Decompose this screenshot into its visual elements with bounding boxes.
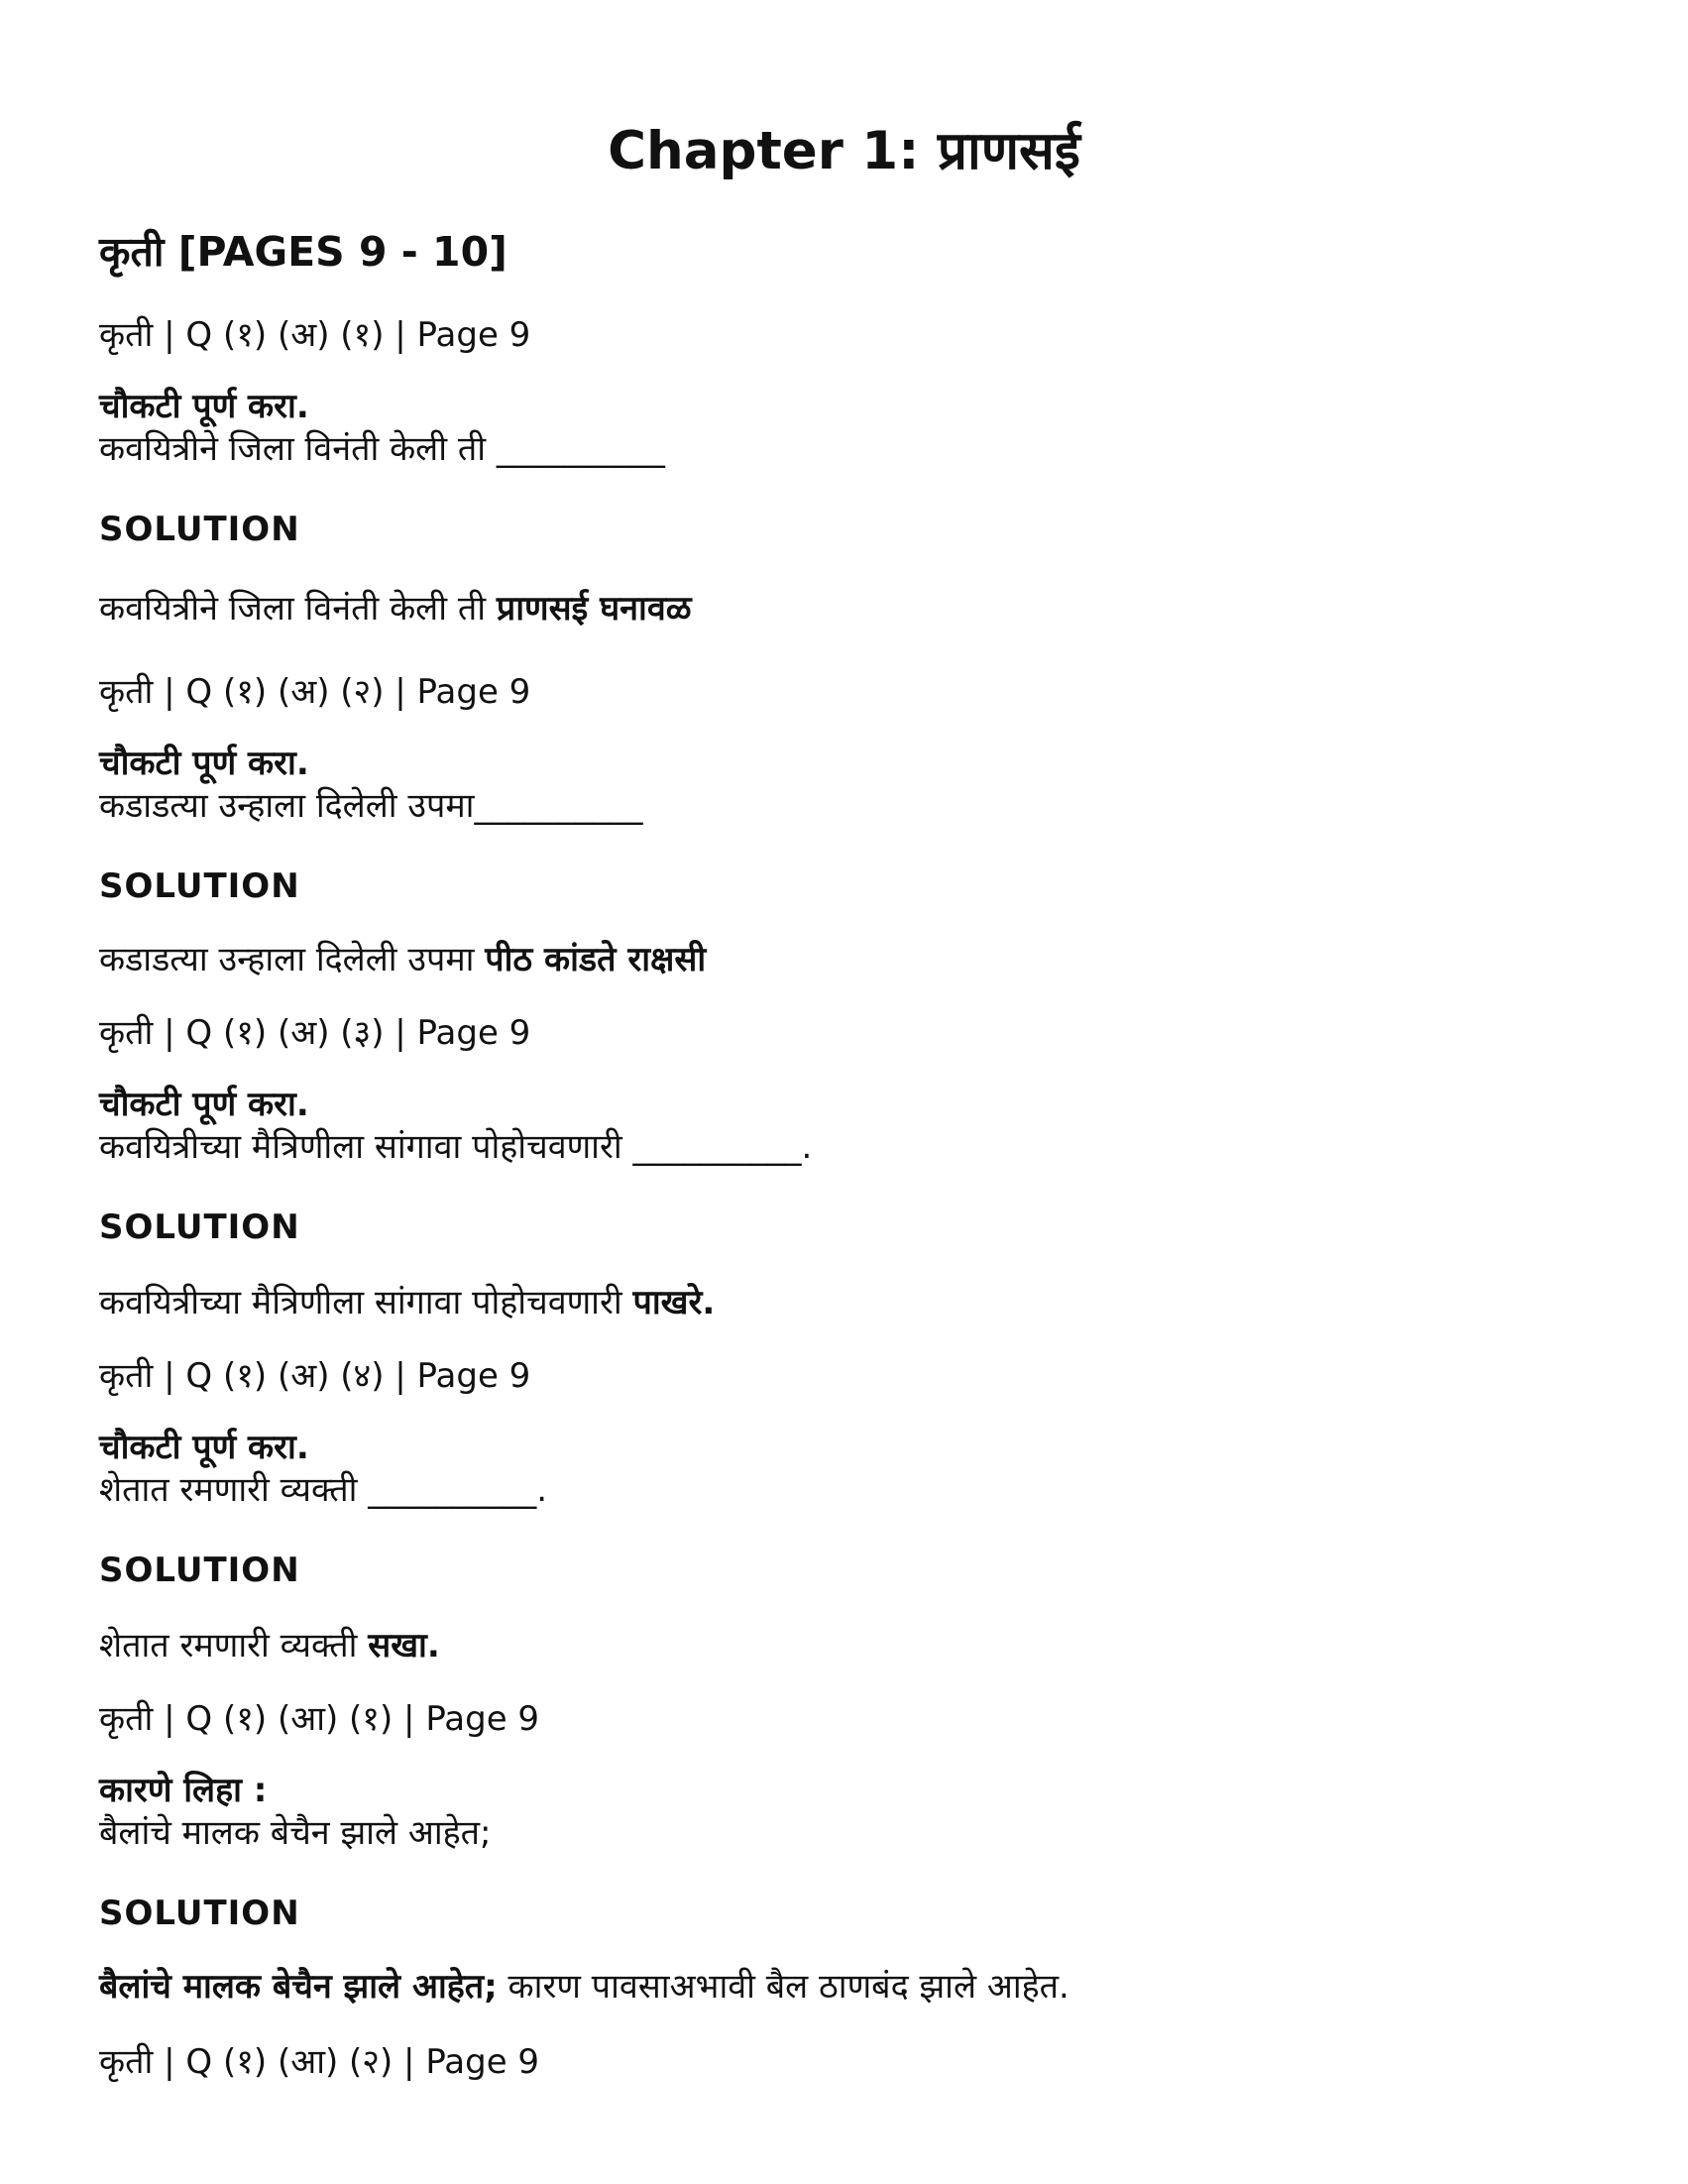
question-reference: कृती | Q (१) (आ) (१) | Page 9 xyxy=(99,1699,540,1739)
answer-text: कवयित्रीने जिला विनंती केली ती xyxy=(99,589,497,629)
question-text: कडाडत्या उन्हाला दिलेली उपमा__________ xyxy=(99,786,643,826)
chapter-title: Chapter 1: प्राणसई xyxy=(608,121,1080,181)
question-reference: कृती | Q (१) (अ) (३) | Page 9 xyxy=(99,1013,531,1053)
question-reference: कृती | Q (१) (अ) (२) | Page 9 xyxy=(99,672,531,712)
section-heading: कृती [PAGES 9 - 10] xyxy=(99,228,507,276)
question-instruction: चौकटी पूर्ण करा. xyxy=(99,1428,309,1467)
question-instruction: चौकटी पूर्ण करा. xyxy=(99,1085,309,1124)
answer-text: शेतात रमणारी व्यक्ती xyxy=(99,1626,369,1666)
question-text: कवयित्रीने जिला विनंती केली ती __________ xyxy=(99,429,665,469)
solution-label: SOLUTION xyxy=(99,1207,300,1247)
answer-highlight: पीठ कांडते राक्षसी xyxy=(485,940,707,979)
question-text: शेतात रमणारी व्यक्ती __________. xyxy=(99,1470,548,1510)
answer-highlight: सखा. xyxy=(368,1626,440,1666)
solution-answer xyxy=(99,583,1586,634)
solution-answer xyxy=(99,1620,1586,1671)
answer-highlight: बैलांचे मालक बेचैन झाले आहेत; xyxy=(99,1967,498,2007)
solution-answer xyxy=(99,934,1586,985)
solution-label: SOLUTION xyxy=(99,866,300,906)
question-reference: कृती | Q (१) (आ) (२) | Page 9 xyxy=(99,2042,540,2082)
solution-label: SOLUTION xyxy=(99,510,300,549)
answer-text: कवयित्रीच्या मैत्रिणीला सांगावा पोहोचवणारी xyxy=(99,1283,633,1322)
solution-label: SOLUTION xyxy=(99,1551,300,1590)
question-reference: कृती | Q (१) (अ) (४) | Page 9 xyxy=(99,1356,531,1396)
answer-text: कडाडत्या उन्हाला दिलेली उपमा xyxy=(99,940,486,979)
question-instruction: कारणे लिहा : xyxy=(99,1771,268,1810)
question-instruction: चौकटी पूर्ण करा. xyxy=(99,744,309,783)
question-text: कवयित्रीच्या मैत्रिणीला सांगावा पोहोचवणारी __________. xyxy=(99,1127,813,1167)
answer-highlight: प्राणसई घनावळ xyxy=(496,589,692,629)
solution-answer xyxy=(99,1961,1586,2012)
solution-answer xyxy=(99,1277,1586,1328)
solution-label: SOLUTION xyxy=(99,1894,300,1933)
question-text: बैलांचे मालक बेचैन झाले आहेत; xyxy=(99,1813,492,1853)
answer-highlight: पाखरे. xyxy=(632,1283,716,1322)
question-instruction: चौकटी पूर्ण करा. xyxy=(99,387,309,426)
answer-text: कारण पावसाअभावी बैल ठाणबंद झाले आहेत. xyxy=(497,1967,1069,2007)
question-reference: कृती | Q (१) (अ) (१) | Page 9 xyxy=(99,315,531,355)
